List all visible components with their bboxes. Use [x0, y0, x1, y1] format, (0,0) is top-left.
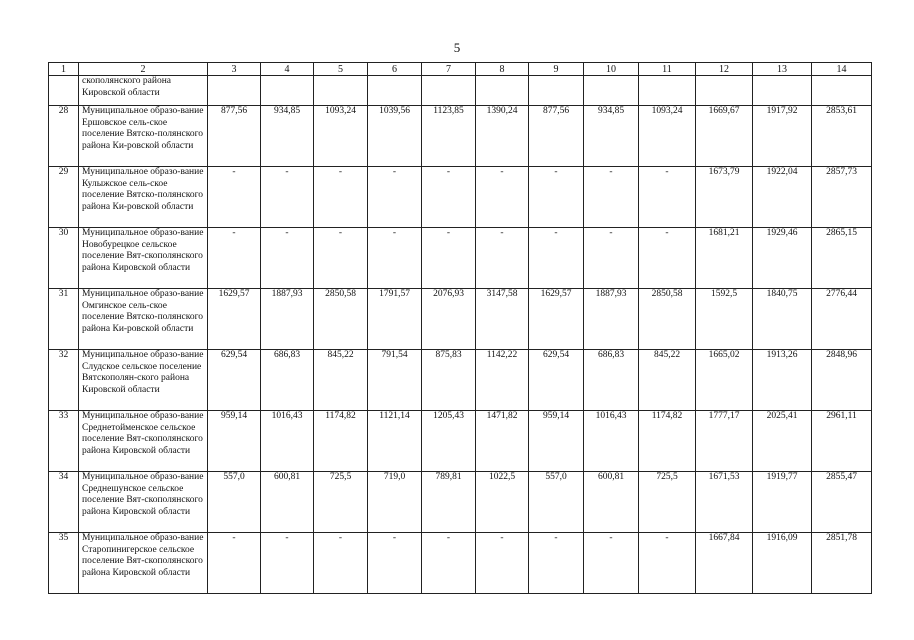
tariff-value: 1919,77: [753, 472, 812, 533]
tariff-value: 719,0: [368, 472, 422, 533]
tariff-value: 557,0: [208, 472, 261, 533]
row-number: 35: [49, 533, 79, 594]
table-row: [49, 167, 872, 228]
tariff-value: -: [261, 533, 314, 594]
tariff-value: 1016,43: [584, 411, 639, 472]
tariff-value: 2776,44: [812, 289, 872, 350]
tariff-value: -: [314, 228, 368, 289]
column-header: 8: [476, 63, 529, 76]
tariff-value: 791,54: [368, 350, 422, 411]
tariff-value: 1022,5: [476, 472, 529, 533]
tariff-value: -: [368, 228, 422, 289]
tariff-value: 845,22: [314, 350, 368, 411]
tariff-value: 1390,24: [476, 106, 529, 167]
tariff-value: -: [261, 167, 314, 228]
municipality-name: скополянского района Кировской области: [79, 76, 208, 106]
tariff-value: [261, 76, 314, 106]
tariff-value: 2076,93: [422, 289, 476, 350]
column-header: 10: [584, 63, 639, 76]
row-number: 31: [49, 289, 79, 350]
tariff-value: [422, 76, 476, 106]
tariff-value: [753, 76, 812, 106]
page-number: 5: [453, 40, 461, 55]
tariff-value: -: [529, 533, 584, 594]
tariff-value: 1123,85: [422, 106, 476, 167]
tariff-value: 557,0: [529, 472, 584, 533]
tariff-value: 2850,58: [639, 289, 696, 350]
table-row: [49, 228, 872, 289]
table-row: [49, 289, 872, 350]
row-number: 32: [49, 350, 79, 411]
tariff-value: 1669,67: [696, 106, 753, 167]
tariff-value: 2857,73: [812, 167, 872, 228]
tariff-value: [314, 76, 368, 106]
column-header: 11: [639, 63, 696, 76]
table-row: [49, 472, 872, 533]
municipality-name: Муниципальное образо-вание Кулыжское сель-ское поселение Вятско-полянского района Ки-ровской области: [79, 167, 208, 228]
tariff-value: 1887,93: [584, 289, 639, 350]
tariff-value: -: [208, 533, 261, 594]
table-body: [49, 63, 872, 594]
tariff-value: 1174,82: [639, 411, 696, 472]
tariff-value: -: [208, 228, 261, 289]
tariff-value: -: [639, 167, 696, 228]
tariff-value: 2851,78: [812, 533, 872, 594]
row-number: 30: [49, 228, 79, 289]
tariff-value: 2855,47: [812, 472, 872, 533]
tariff-value: -: [639, 228, 696, 289]
tariff-value: -: [529, 228, 584, 289]
column-header: 13: [753, 63, 812, 76]
tariff-value: 600,81: [261, 472, 314, 533]
tariff-value: 1174,82: [314, 411, 368, 472]
tariff-value: 629,54: [529, 350, 584, 411]
tariff-value: 1673,79: [696, 167, 753, 228]
municipality-name: Муниципальное образо-вание Слудское сельское поселение Вятскополян-ского района Кировской области: [79, 350, 208, 411]
tariff-value: -: [584, 167, 639, 228]
tariff-value: 725,5: [314, 472, 368, 533]
row-number: 28: [49, 106, 79, 167]
row-number: 29: [49, 167, 79, 228]
tariff-value: 629,54: [208, 350, 261, 411]
tariff-value: [584, 76, 639, 106]
municipality-name: Муниципальное образо-вание Среднетойменское сельское поселение Вят-скополянского района Кировской области: [79, 411, 208, 472]
tariff-value: -: [476, 167, 529, 228]
tariff-value: 725,5: [639, 472, 696, 533]
tariff-value: -: [261, 228, 314, 289]
tariff-value: 1667,84: [696, 533, 753, 594]
tariff-value: [208, 76, 261, 106]
column-header: 6: [368, 63, 422, 76]
tariff-value: 1913,26: [753, 350, 812, 411]
row-number: [49, 76, 79, 106]
column-header: 4: [261, 63, 314, 76]
tariff-value: 1629,57: [208, 289, 261, 350]
tariff-value: 1922,04: [753, 167, 812, 228]
tariff-value: -: [422, 228, 476, 289]
column-header: 7: [422, 63, 476, 76]
tariff-value: -: [368, 533, 422, 594]
tariff-value: 1471,82: [476, 411, 529, 472]
tariff-value: -: [639, 533, 696, 594]
tariff-value: 2025,41: [753, 411, 812, 472]
tariff-value: 1916,09: [753, 533, 812, 594]
tariff-value: 1665,02: [696, 350, 753, 411]
tariff-value: 875,83: [422, 350, 476, 411]
tariff-value: 686,83: [584, 350, 639, 411]
tariff-value: [639, 76, 696, 106]
table-row-continuation: [49, 76, 872, 106]
tariff-value: -: [476, 228, 529, 289]
column-header: 2: [79, 63, 208, 76]
tariff-value: 2848,96: [812, 350, 872, 411]
tariff-value: 600,81: [584, 472, 639, 533]
tariff-value: -: [314, 533, 368, 594]
tariff-value: -: [529, 167, 584, 228]
tariff-value: -: [422, 167, 476, 228]
tariff-value: -: [314, 167, 368, 228]
table-row: [49, 411, 872, 472]
tariff-value: 686,83: [261, 350, 314, 411]
tariff-value: 3147,58: [476, 289, 529, 350]
municipality-name: Муниципальное образо-вание Ершовское сель-ское поселение Вятско-полянского района Ки-ровской области: [79, 106, 208, 167]
table-row: [49, 106, 872, 167]
tariff-value: -: [584, 228, 639, 289]
tariff-value: -: [584, 533, 639, 594]
tariff-value: [812, 76, 872, 106]
tariff-value: 1887,93: [261, 289, 314, 350]
tariff-value: 1016,43: [261, 411, 314, 472]
column-header: 9: [529, 63, 584, 76]
tariff-value: -: [476, 533, 529, 594]
tariff-value: 1791,57: [368, 289, 422, 350]
tariff-value: 2961,11: [812, 411, 872, 472]
tariff-value: 1205,43: [422, 411, 476, 472]
municipality-name: Муниципальное образо-вание Новобурецкое сельское поселение Вят-скополянского района Кировской области: [79, 228, 208, 289]
tariff-value: [696, 76, 753, 106]
table-row: [49, 533, 872, 594]
column-header: 5: [314, 63, 368, 76]
tariff-value: 934,85: [584, 106, 639, 167]
tariff-value: 877,56: [208, 106, 261, 167]
tariff-value: 2850,58: [314, 289, 368, 350]
row-number: 34: [49, 472, 79, 533]
tariff-value: 2865,15: [812, 228, 872, 289]
tariff-value: 1671,53: [696, 472, 753, 533]
column-header: 3: [208, 63, 261, 76]
column-header-row: [49, 63, 872, 76]
tariff-value: [476, 76, 529, 106]
municipality-name: Муниципальное образо-вание Омгинское сель-ское поселение Вятско-полянского района Ки-ровской области: [79, 289, 208, 350]
tariff-value: 845,22: [639, 350, 696, 411]
tariff-value: 1929,46: [753, 228, 812, 289]
tariff-value: 1093,24: [314, 106, 368, 167]
tariff-value: 1681,21: [696, 228, 753, 289]
tariff-value: 959,14: [529, 411, 584, 472]
tariff-value: 1093,24: [639, 106, 696, 167]
tariff-value: [368, 76, 422, 106]
tariff-value: -: [422, 533, 476, 594]
tariff-value: 1592,5: [696, 289, 753, 350]
tariff-value: 934,85: [261, 106, 314, 167]
tariff-value: 959,14: [208, 411, 261, 472]
tariff-value: -: [208, 167, 261, 228]
column-header: 12: [696, 63, 753, 76]
tariff-value: 789,81: [422, 472, 476, 533]
tariff-value: 1142,22: [476, 350, 529, 411]
column-header: 1: [49, 63, 79, 76]
row-number: 33: [49, 411, 79, 472]
tariff-value: 1840,75: [753, 289, 812, 350]
tariff-value: 877,56: [529, 106, 584, 167]
column-header: 14: [812, 63, 872, 76]
tariff-value: 1777,17: [696, 411, 753, 472]
tariff-value: 1629,57: [529, 289, 584, 350]
tariff-table: [48, 62, 872, 594]
tariff-value: 1917,92: [753, 106, 812, 167]
tariff-value: 1121,14: [368, 411, 422, 472]
tariff-value: [529, 76, 584, 106]
tariff-value: -: [368, 167, 422, 228]
table-row: [49, 350, 872, 411]
tariff-value: 2853,61: [812, 106, 872, 167]
municipality-name: Муниципальное образо-вание Старопинигерское сельское поселение Вят-скополянского района Кировской области: [79, 533, 208, 594]
tariff-value: 1039,56: [368, 106, 422, 167]
municipality-name: Муниципальное образо-вание Среднешунское сельское поселение Вят-скополянского района Кировской области: [79, 472, 208, 533]
